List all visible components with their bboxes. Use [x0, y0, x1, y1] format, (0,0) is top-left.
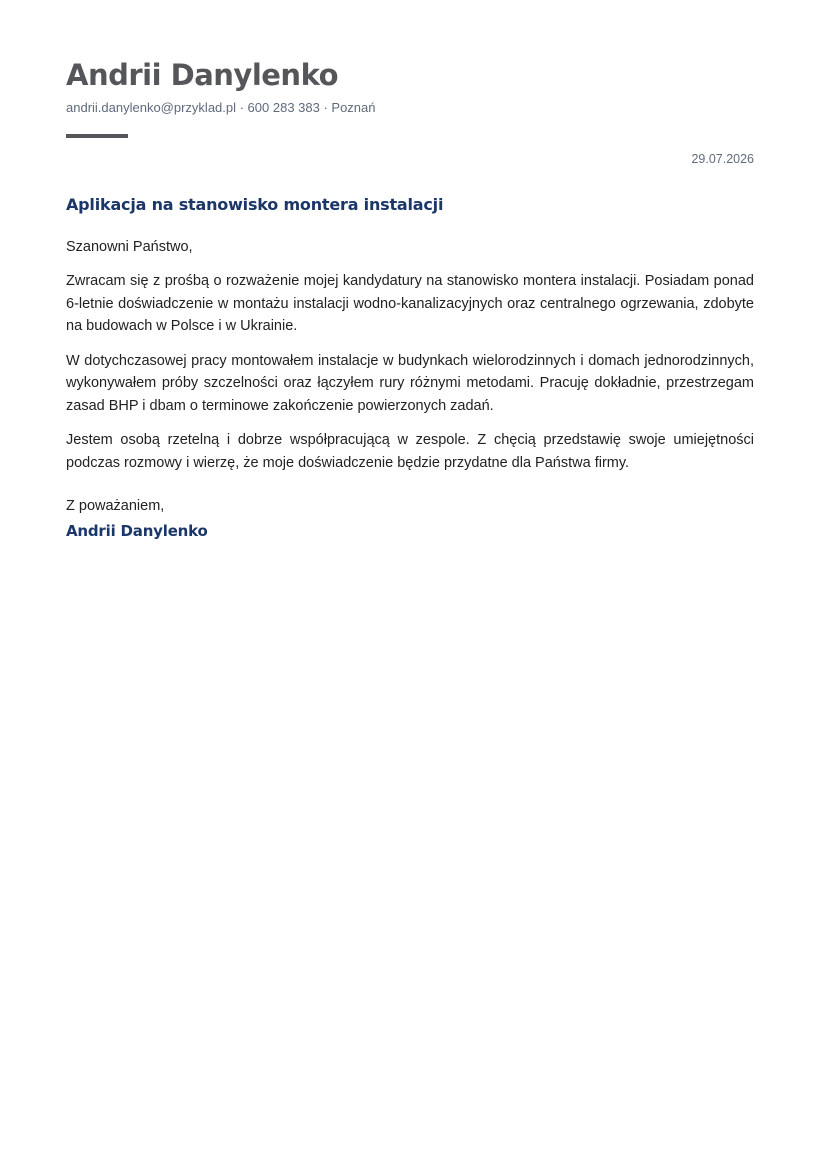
accent-divider	[66, 134, 128, 138]
greeting: Szanowni Państwo,	[66, 239, 193, 255]
contact-line: andrii.danylenko@przyklad.pl · 600 283 383 · Poznań	[66, 100, 376, 115]
applicant-name: Andrii Danylenko	[66, 58, 339, 92]
signature-name: Andrii Danylenko	[66, 522, 208, 540]
closing-phrase: Z poważaniem,	[66, 498, 165, 514]
cover-letter	[66, 56, 754, 542]
letter-subject: Aplikacja na stanowisko montera instalacji	[66, 195, 444, 214]
letter-date: 29.07.2026	[691, 152, 754, 166]
body-paragraph-1: Zwracam się z prośbą o rozważenie mojej kandydatury na stanowisko montera instalacji. Posiadam ponad 6-letnie doświadczenie w montażu instalacji wodno-kanalizacyjnych oraz centralnego ogrzewania, zdobyte na budowach w Polsce i w Ukrainie.	[66, 273, 754, 334]
body-paragraph-2: W dotychczasowej pracy montowałem instalacje w budynkach wielorodzinnych i domach jednorodzinnych, wykonywałem próby szczelności oraz łączyłem rury różnymi metodami. Pracuję dokładnie, przestrzegam zasad BHP i dbam o terminowe zakończenie powierzonych zadań.	[66, 352, 754, 414]
letter-header	[66, 56, 754, 138]
body-paragraph-3: Jestem osobą rzetelną i dobrze współpracującą w zespole. Z chęcią przedstawię swoje umiejętności podczas rozmowy i wierzę, że moje doświadczenie będzie przydatne dla Państwa firmy.	[66, 432, 754, 471]
